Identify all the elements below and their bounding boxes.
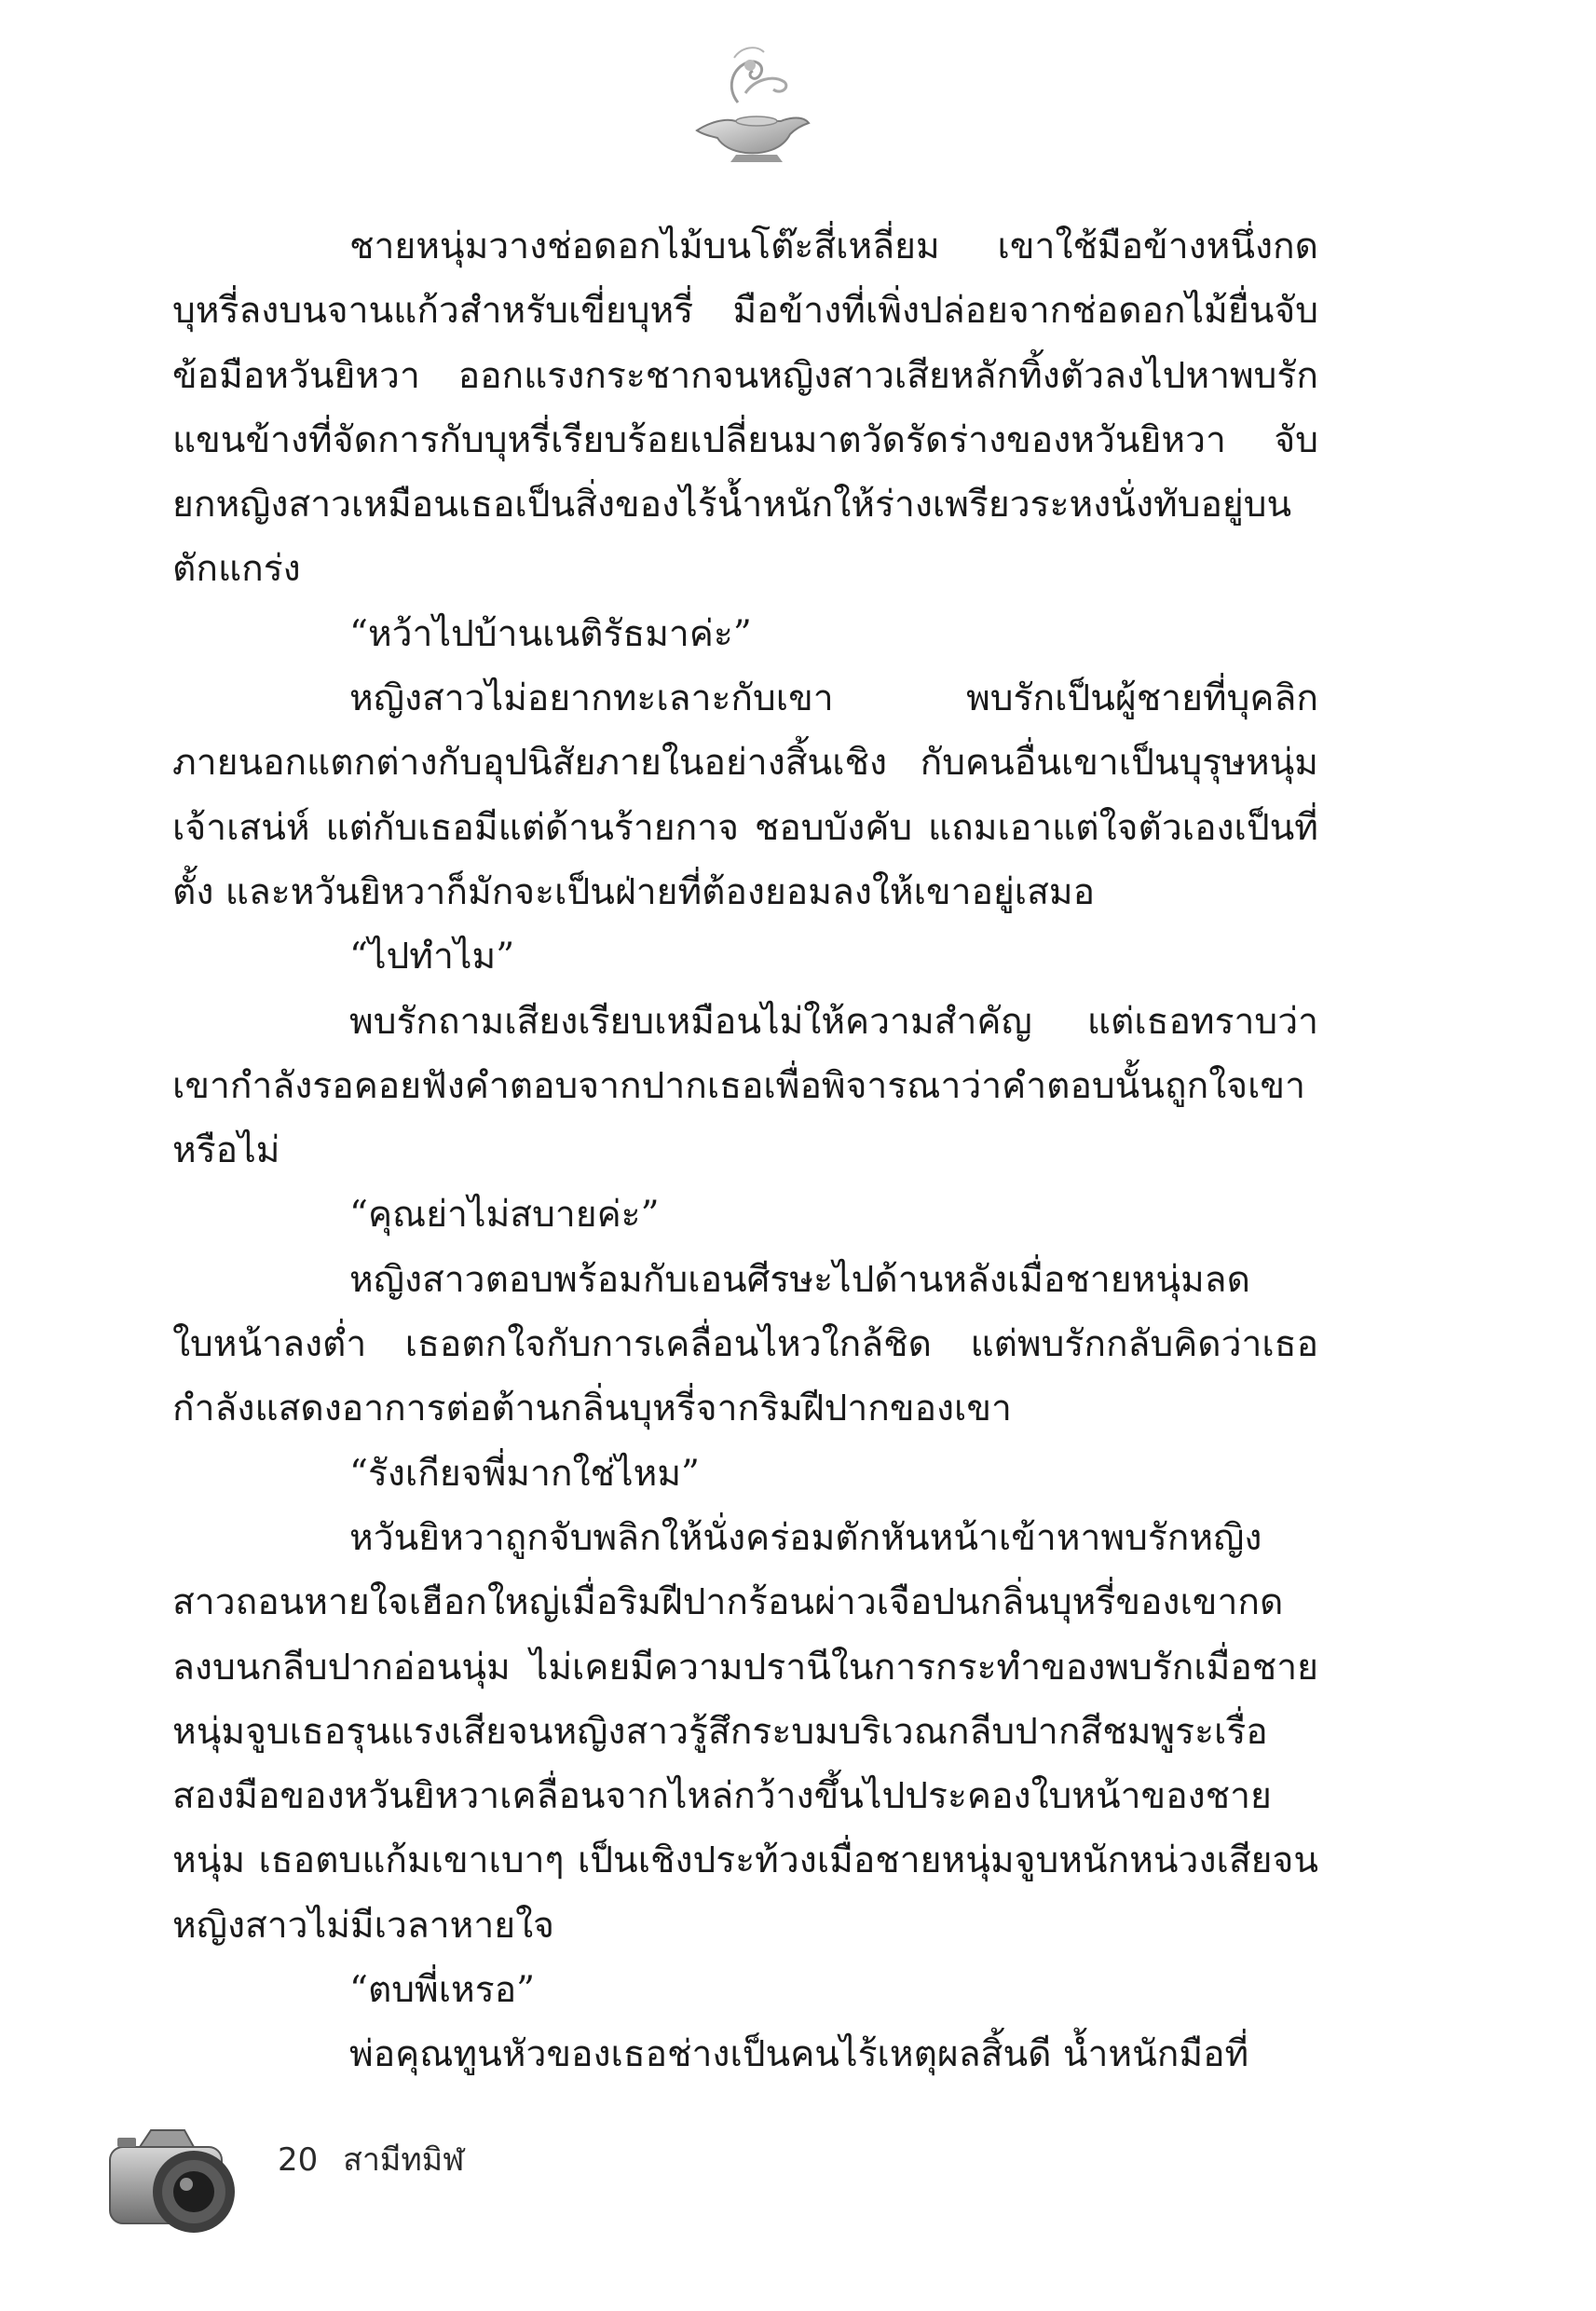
paragraph: หวันยิหวาถูกจับพลิกให้นั่งคร่อมตักหันหน้าเข้าหาพบรักหญิงสาวถอนหายใจเฮือกใหญ่เมื่อริมฝีปากร้อนผ่าวเจือปนกลิ่นบุหรี่ของเขากดลงบนกลีบปากอ่อนนุ่ม ไม่เคยมีความปรานีในการกระทำของพบรักเมื่อชายหนุ่มจูบเธอรุนแรงเสียจนหญิงสาวรู้สึกระบมบริเวณกลีบปากสีชมพูระเรื่อ สองมือของหวันยิหวาเคลื่อนจากไหล่กว้างขึ้นไปประคองใบหน้าของชายหนุ่ม เธอตบแก้มเขาเบาๆ เป็นเชิงประท้วงเมื่อชายหนุ่มจูบหนักหน่วงเสียจนหญิงสาวไม่มีเวลาหายใจ [172,1516,1318,1947]
story-text [172,214,1318,2087]
camera-icon [102,2115,252,2246]
paragraph: หญิงสาวตอบพร้อมกับเอนศีรษะไปด้านหลังเมื่อชายหนุ่มลดใบหน้าลงต่ำ เธอตกใจกับการเคลื่อนไหวใกล้ชิด แต่พบรักกลับคิดว่าเธอกำลังแสดงอาการต่อต้านกลิ่นบุหรี่จากริมฝีปากของเขา [172,1258,1318,1430]
dialog-line: “คุณย่าไม่สบายค่ะ” [349,1194,660,1237]
paragraph: พบรักถามเสียงเรียบเหมือนไม่ให้ความสำคัญ แต่เธอทราบว่าเขากำลังรอคอยฟังคำตอบจากปากเธอเพื่อพิจารณาว่าคำตอบนั้นถูกใจเขาหรือไม่ [172,1000,1318,1172]
paragraph: ชายหนุ่มวางช่อดอกไม้บนโต๊ะสี่เหลี่ยม เขาใช้มือข้างหนึ่งกดบุหรี่ลงบนจานแก้วสำหรับเขี่ยบุหรี่ มือข้างที่เพิ่งปล่อยจากช่อดอกไม้ยื่นจับข้อมือหวันยิหวา ออกแรงกระชากจนหญิงสาวเสียหลักทิ้งตัวลงไปหาพบรักแขนข้างที่จัดการกับบุหรี่เรียบร้อยเปลี่ยนมาตวัดรัดร่างของหวันยิหวา จับยกหญิงสาวเหมือนเธอเป็นสิ่งของไร้น้ำหนักให้ร่างเพรียวระหงนั่งทับอยู่บนตักแกร่ง [172,226,1318,591]
dialog-line: “หว้าไปบ้านเนติรัธมาค่ะ” [349,612,752,655]
paragraph: หญิงสาวไม่อยากทะเลาะกับเขา พบรักเป็นผู้ชายที่บุคลิกภายนอกแตกต่างกับอุปนิสัยภายในอย่างสิ้นเชิง กับคนอื่นเขาเป็นบุรุษหนุ่มเจ้าเสน่ห์ แต่กับเธอมีแต่ด้านร้ายกาจ ชอบบังคับ แถมเอาแต่ใจตัวเองเป็นที่ตั้ง และหวันยิหวาก็มักจะเป็นฝ่ายที่ต้องยอมลงให้เขาอยู่เสมอ [172,677,1318,913]
page-number: 20 [278,2141,319,2179]
paragraph: พ่อคุณทูนหัวของเธอช่างเป็นคนไร้เหตุผลสิ้นดี น้ำหนักมือที่ [349,2033,1249,2076]
dialog-line: “รังเกียจพี่มากใช่ไหม” [349,1452,700,1495]
book-title: สามีทมิฬ [343,2141,465,2179]
dialog-line: “ไปทำไม” [349,936,515,978]
dialog-line: “ตบพี่เหรอ” [349,1969,536,2012]
page-footer [278,2134,479,2184]
lamp-fairy-ornament-icon [680,37,820,177]
